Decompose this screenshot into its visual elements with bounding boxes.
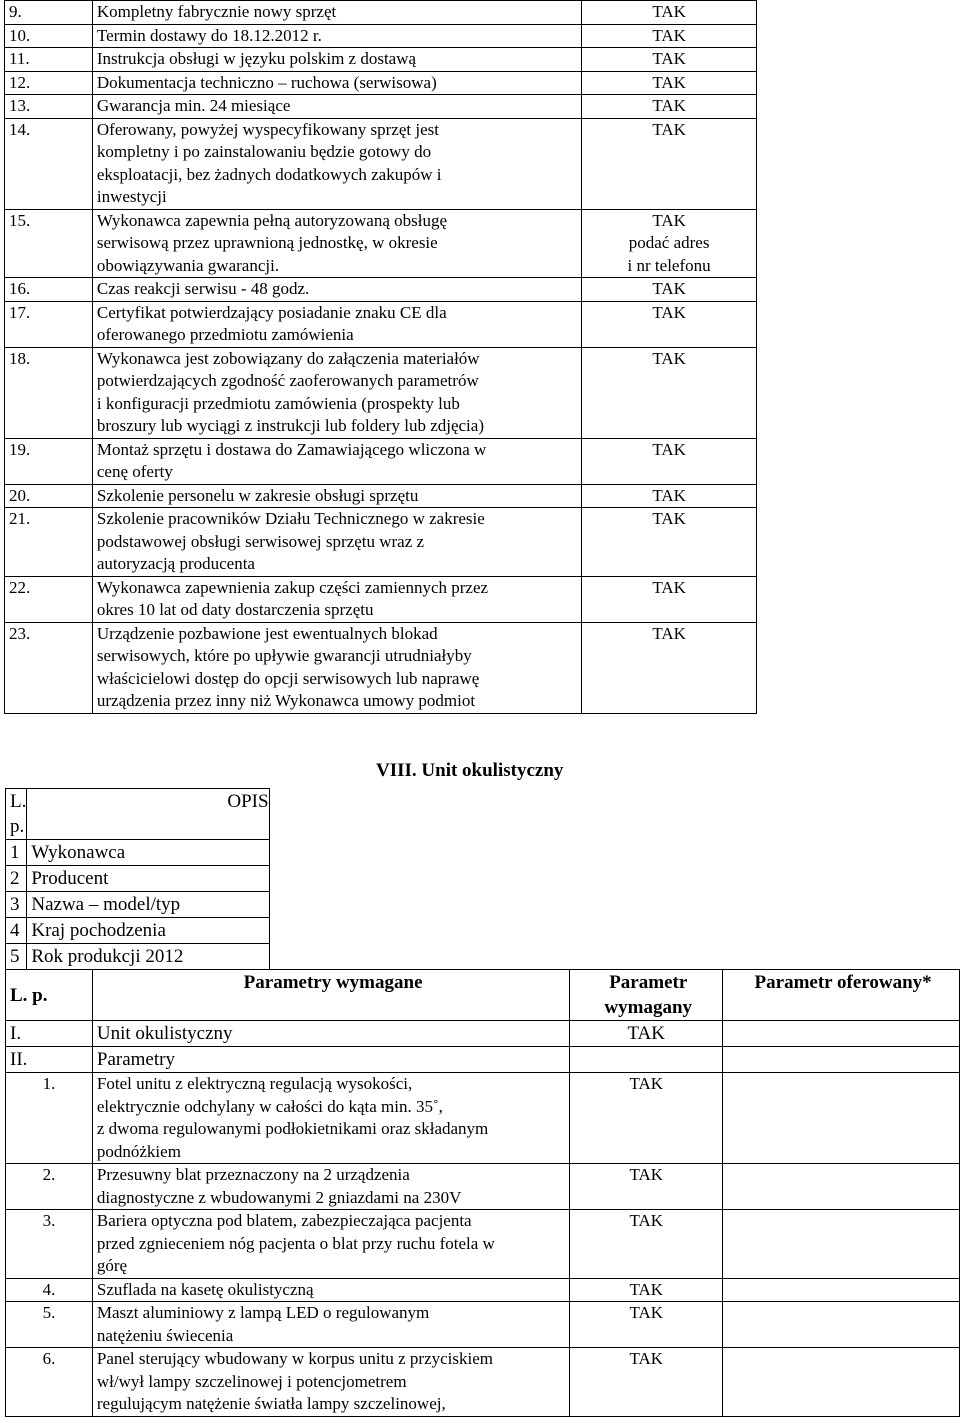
row-description — [92, 1302, 569, 1348]
offered-cell — [723, 1073, 960, 1164]
value-line: TAK — [652, 210, 686, 230]
row-description — [92, 71, 581, 95]
offered-cell — [723, 1021, 960, 1047]
row-value: TAK — [570, 1210, 723, 1279]
row-number: 1 — [6, 840, 27, 866]
table-row — [6, 1164, 960, 1210]
description-line: autoryzacją producenta — [96, 554, 255, 573]
description-line: Montaż sprzętu i dostawa do Zamawiającego wliczona w — [96, 439, 487, 459]
row-description — [92, 438, 581, 484]
table-row — [5, 438, 757, 484]
table-row — [6, 918, 270, 944]
value-line: TAK — [652, 49, 686, 68]
row-number: 16. — [5, 278, 93, 302]
row-value — [582, 1, 757, 25]
description-line: elektrycznie odchylany w całości do kąta min. 35˚, — [96, 1096, 443, 1116]
section-row — [6, 1047, 960, 1073]
row-number: 22. — [5, 576, 93, 622]
row-description — [92, 622, 581, 713]
value-line: TAK — [652, 439, 686, 459]
row-number: 10. — [5, 24, 93, 48]
row-number: 13. — [5, 95, 93, 119]
row-description — [92, 1073, 569, 1164]
row-label: Producent — [27, 866, 269, 892]
section-number: II. — [6, 1047, 93, 1073]
table-row — [6, 944, 270, 970]
description-line: Gwarancja min. 24 miesiące — [96, 96, 291, 115]
table-row — [5, 24, 757, 48]
row-description — [92, 118, 581, 209]
row-number: 4 — [6, 918, 27, 944]
value-line: TAK — [652, 623, 686, 643]
description-line: Szkolenie personelu w zakresie obsługi sprzętu — [96, 485, 419, 505]
row-description — [92, 95, 581, 119]
description-line: natężeniu świecenia — [96, 1325, 234, 1345]
row-description — [92, 1278, 569, 1302]
lp-header: L. p. — [6, 789, 27, 840]
row-description — [92, 508, 581, 577]
row-number: 17. — [5, 301, 93, 347]
row-number: 19. — [5, 438, 93, 484]
value-line: TAK — [652, 279, 686, 298]
description-line: Wykonawca zapewnia pełną autoryzowaną obsługę — [96, 210, 448, 230]
row-value — [582, 71, 757, 95]
description-line: Panel sterujący wbudowany w korpus unitu z przyciskiem — [96, 1349, 493, 1368]
offered-cell — [723, 1348, 960, 1417]
table-row — [5, 278, 757, 302]
row-value: TAK — [570, 1302, 723, 1348]
row-value — [582, 209, 757, 278]
row-value — [582, 347, 757, 438]
row-number: 12. — [5, 71, 93, 95]
row-number: 2 — [6, 866, 27, 892]
table-row — [5, 301, 757, 347]
description-line: Wykonawca jest zobowiązany do załączenia materiałów — [96, 348, 480, 368]
description-line: Fotel unitu z elektryczną regulacją wysokości, — [96, 1074, 413, 1093]
row-label: Wykonawca — [27, 840, 269, 866]
description-line: przed zgnieceniem nóg pacjenta o blat przy ruchu fotela w — [96, 1233, 495, 1253]
row-description — [92, 347, 581, 438]
required-header-line: wymagany — [604, 997, 693, 1018]
value-line: TAK — [652, 119, 686, 139]
description-line: Wykonawca zapewnienia zakup części zamiennych przez — [96, 577, 489, 597]
value-line: TAK — [652, 2, 686, 21]
table-row — [6, 1073, 960, 1164]
description-line: Kompletny fabrycznie nowy sprzęt — [96, 2, 337, 21]
table-row — [5, 71, 757, 95]
row-value — [582, 95, 757, 119]
description-line: górę — [96, 1256, 128, 1275]
table-row — [5, 95, 757, 119]
table-row — [6, 866, 270, 892]
description-line: eksploatacji, bez żadnych dodatkowych zakupów i — [96, 164, 442, 184]
value-line: TAK — [652, 72, 686, 92]
row-description — [92, 48, 581, 72]
value-line: i nr telefonu — [627, 255, 711, 275]
row-number: 3 — [6, 892, 27, 918]
required-header — [570, 970, 723, 1021]
description-line: Bariera optyczna pod blatem, zabezpieczająca pacjenta — [96, 1211, 472, 1230]
row-number: 11. — [5, 48, 93, 72]
description-table — [5, 788, 270, 970]
row-number: 5 — [6, 944, 27, 970]
row-description — [92, 209, 581, 278]
param-header: Parametry wymagane — [92, 970, 569, 1021]
offered-cell — [723, 1210, 960, 1279]
description-line: właścicielowi dostęp do opcji serwisowych lub naprawę — [96, 668, 480, 688]
description-line: regulującym natężenie światła lampy szczelinowej, — [96, 1394, 446, 1413]
value-line: TAK — [652, 25, 686, 45]
row-value — [582, 301, 757, 347]
table-row — [5, 508, 757, 577]
description-line: potwierdzających zgodność zaoferowanych parametrów — [96, 371, 479, 390]
row-label: Rok produkcji 2012 — [27, 944, 269, 970]
row-description — [92, 1348, 569, 1417]
description-line: Instrukcja obsługi w języku polskim z dostawą — [96, 49, 417, 68]
row-number: 6. — [6, 1348, 93, 1417]
offered-header: Parametr oferowany* — [723, 970, 960, 1021]
table-row — [5, 48, 757, 72]
offered-cell — [723, 1047, 960, 1073]
row-number: 4. — [6, 1278, 93, 1302]
row-description — [92, 278, 581, 302]
section-label: Parametry — [92, 1047, 569, 1073]
description-line: wł/wył lampy szczelinowej i potencjometrem — [96, 1371, 407, 1391]
row-value — [582, 622, 757, 713]
section-label: Unit okulistyczny — [92, 1021, 569, 1047]
row-label: Nazwa – model/typ — [27, 892, 269, 918]
value-line: TAK — [652, 485, 686, 505]
row-value — [582, 118, 757, 209]
section-value — [570, 1047, 723, 1073]
table-row — [5, 622, 757, 713]
description-line: i konfiguracji przedmiotu zamówienia (prospekty lub — [96, 393, 460, 413]
row-value — [582, 576, 757, 622]
table-row — [5, 576, 757, 622]
row-description — [92, 1210, 569, 1279]
opis-header: OPIS — [27, 789, 269, 840]
row-value — [582, 48, 757, 72]
description-line: Szkolenie pracowników Działu Technicznego w zakresie — [96, 509, 485, 528]
row-description — [92, 301, 581, 347]
row-number: 3. — [6, 1210, 93, 1279]
table-row — [6, 840, 270, 866]
description-line: kompletny i po zainstalowaniu będzie gotowy do — [96, 142, 432, 161]
description-line: serwisową przez uprawnioną jednostkę, w okresie — [96, 233, 438, 252]
requirements-table — [4, 0, 757, 714]
description-line: Termin dostawy do 18.12.2012 r. — [96, 25, 322, 45]
row-number: 18. — [5, 347, 93, 438]
row-value — [582, 24, 757, 48]
description-line: Szuflada na kasetę okulistyczną — [96, 1279, 314, 1299]
description-line: oferowanego przedmiotu zamówienia — [96, 325, 354, 344]
row-value — [582, 438, 757, 484]
table-row — [6, 1278, 960, 1302]
description-line: Przesuwny blat przeznaczony na 2 urządzenia — [96, 1165, 410, 1184]
description-line: broszury lub wyciągi z instrukcji lub foldery lub zdjęcia) — [96, 416, 484, 435]
header-row — [6, 970, 960, 1021]
row-value: TAK — [570, 1073, 723, 1164]
row-number: 9. — [5, 1, 93, 25]
description-line: Dokumentacja techniczno – ruchowa (serwisowa) — [96, 72, 437, 92]
row-value: TAK — [570, 1278, 723, 1302]
description-line: Oferowany, powyżej wyspecyfikowany sprzęt jest — [96, 119, 439, 139]
description-line: inwestycji — [96, 187, 167, 206]
section-title: VIII. Unit okulistyczny — [376, 760, 564, 781]
offered-cell — [723, 1278, 960, 1302]
row-description — [92, 576, 581, 622]
table-row — [6, 1348, 960, 1417]
row-number: 14. — [5, 118, 93, 209]
description-line: Urządzenie pozbawione jest ewentualnych blokad — [96, 623, 438, 643]
description-line: z dwoma regulowanymi podłokietnikami oraz składanym — [96, 1119, 489, 1138]
section-number: I. — [6, 1021, 93, 1047]
description-line: okres 10 lat od daty dostarczenia sprzętu — [96, 600, 374, 619]
row-value — [582, 278, 757, 302]
description-line: Certyfikat potwierdzający posiadanie znaku CE dla — [96, 302, 447, 322]
description-line: Czas reakcji serwisu - 48 godz. — [96, 279, 310, 298]
description-line: cenę oferty — [96, 462, 173, 481]
lp-header: L. p. — [6, 970, 93, 1021]
table-row — [5, 484, 757, 508]
row-number: 5. — [6, 1302, 93, 1348]
row-value: TAK — [570, 1348, 723, 1417]
row-description — [92, 484, 581, 508]
description-line: obowiązywania gwarancji. — [96, 255, 280, 275]
table-row — [5, 1, 757, 25]
required-header-line: Parametr — [609, 972, 688, 993]
row-description — [92, 24, 581, 48]
row-label: Kraj pochodzenia — [27, 918, 269, 944]
row-value: TAK — [570, 1164, 723, 1210]
table-row — [5, 347, 757, 438]
table-row — [6, 1210, 960, 1279]
table-row — [6, 892, 270, 918]
row-description — [92, 1164, 569, 1210]
description-line: podstawowej obsługi serwisowej sprzętu wraz z — [96, 531, 425, 551]
row-value — [582, 484, 757, 508]
description-line: podnóżkiem — [96, 1141, 181, 1161]
row-number: 2. — [6, 1164, 93, 1210]
value-line: TAK — [652, 509, 686, 528]
section-value: TAK — [570, 1021, 723, 1047]
description-line: serwisowych, które po upływie gwarancji utrudniałyby — [96, 646, 472, 665]
value-line: TAK — [652, 96, 686, 115]
value-line: TAK — [652, 577, 686, 597]
row-number: 23. — [5, 622, 93, 713]
section-row — [6, 1021, 960, 1047]
row-value — [582, 508, 757, 577]
parameters-table — [5, 969, 960, 1417]
row-description — [92, 1, 581, 25]
row-number: 15. — [5, 209, 93, 278]
description-line: urządzenia przez inny niż Wykonawca umowy podmiot — [96, 691, 476, 710]
table-row — [6, 1302, 960, 1348]
value-line: podać adres — [628, 233, 710, 252]
value-line: TAK — [652, 348, 686, 368]
row-number: 20. — [5, 484, 93, 508]
value-line: TAK — [652, 302, 686, 322]
description-line: Maszt aluminiowy z lampą LED o regulowanym — [96, 1303, 430, 1322]
row-number: 1. — [6, 1073, 93, 1164]
table-row — [5, 209, 757, 278]
description-line: diagnostyczne z wbudowanymi 2 gniazdami na 230V — [96, 1187, 462, 1207]
table-row — [5, 118, 757, 209]
offered-cell — [723, 1302, 960, 1348]
offered-cell — [723, 1164, 960, 1210]
row-number: 21. — [5, 508, 93, 577]
